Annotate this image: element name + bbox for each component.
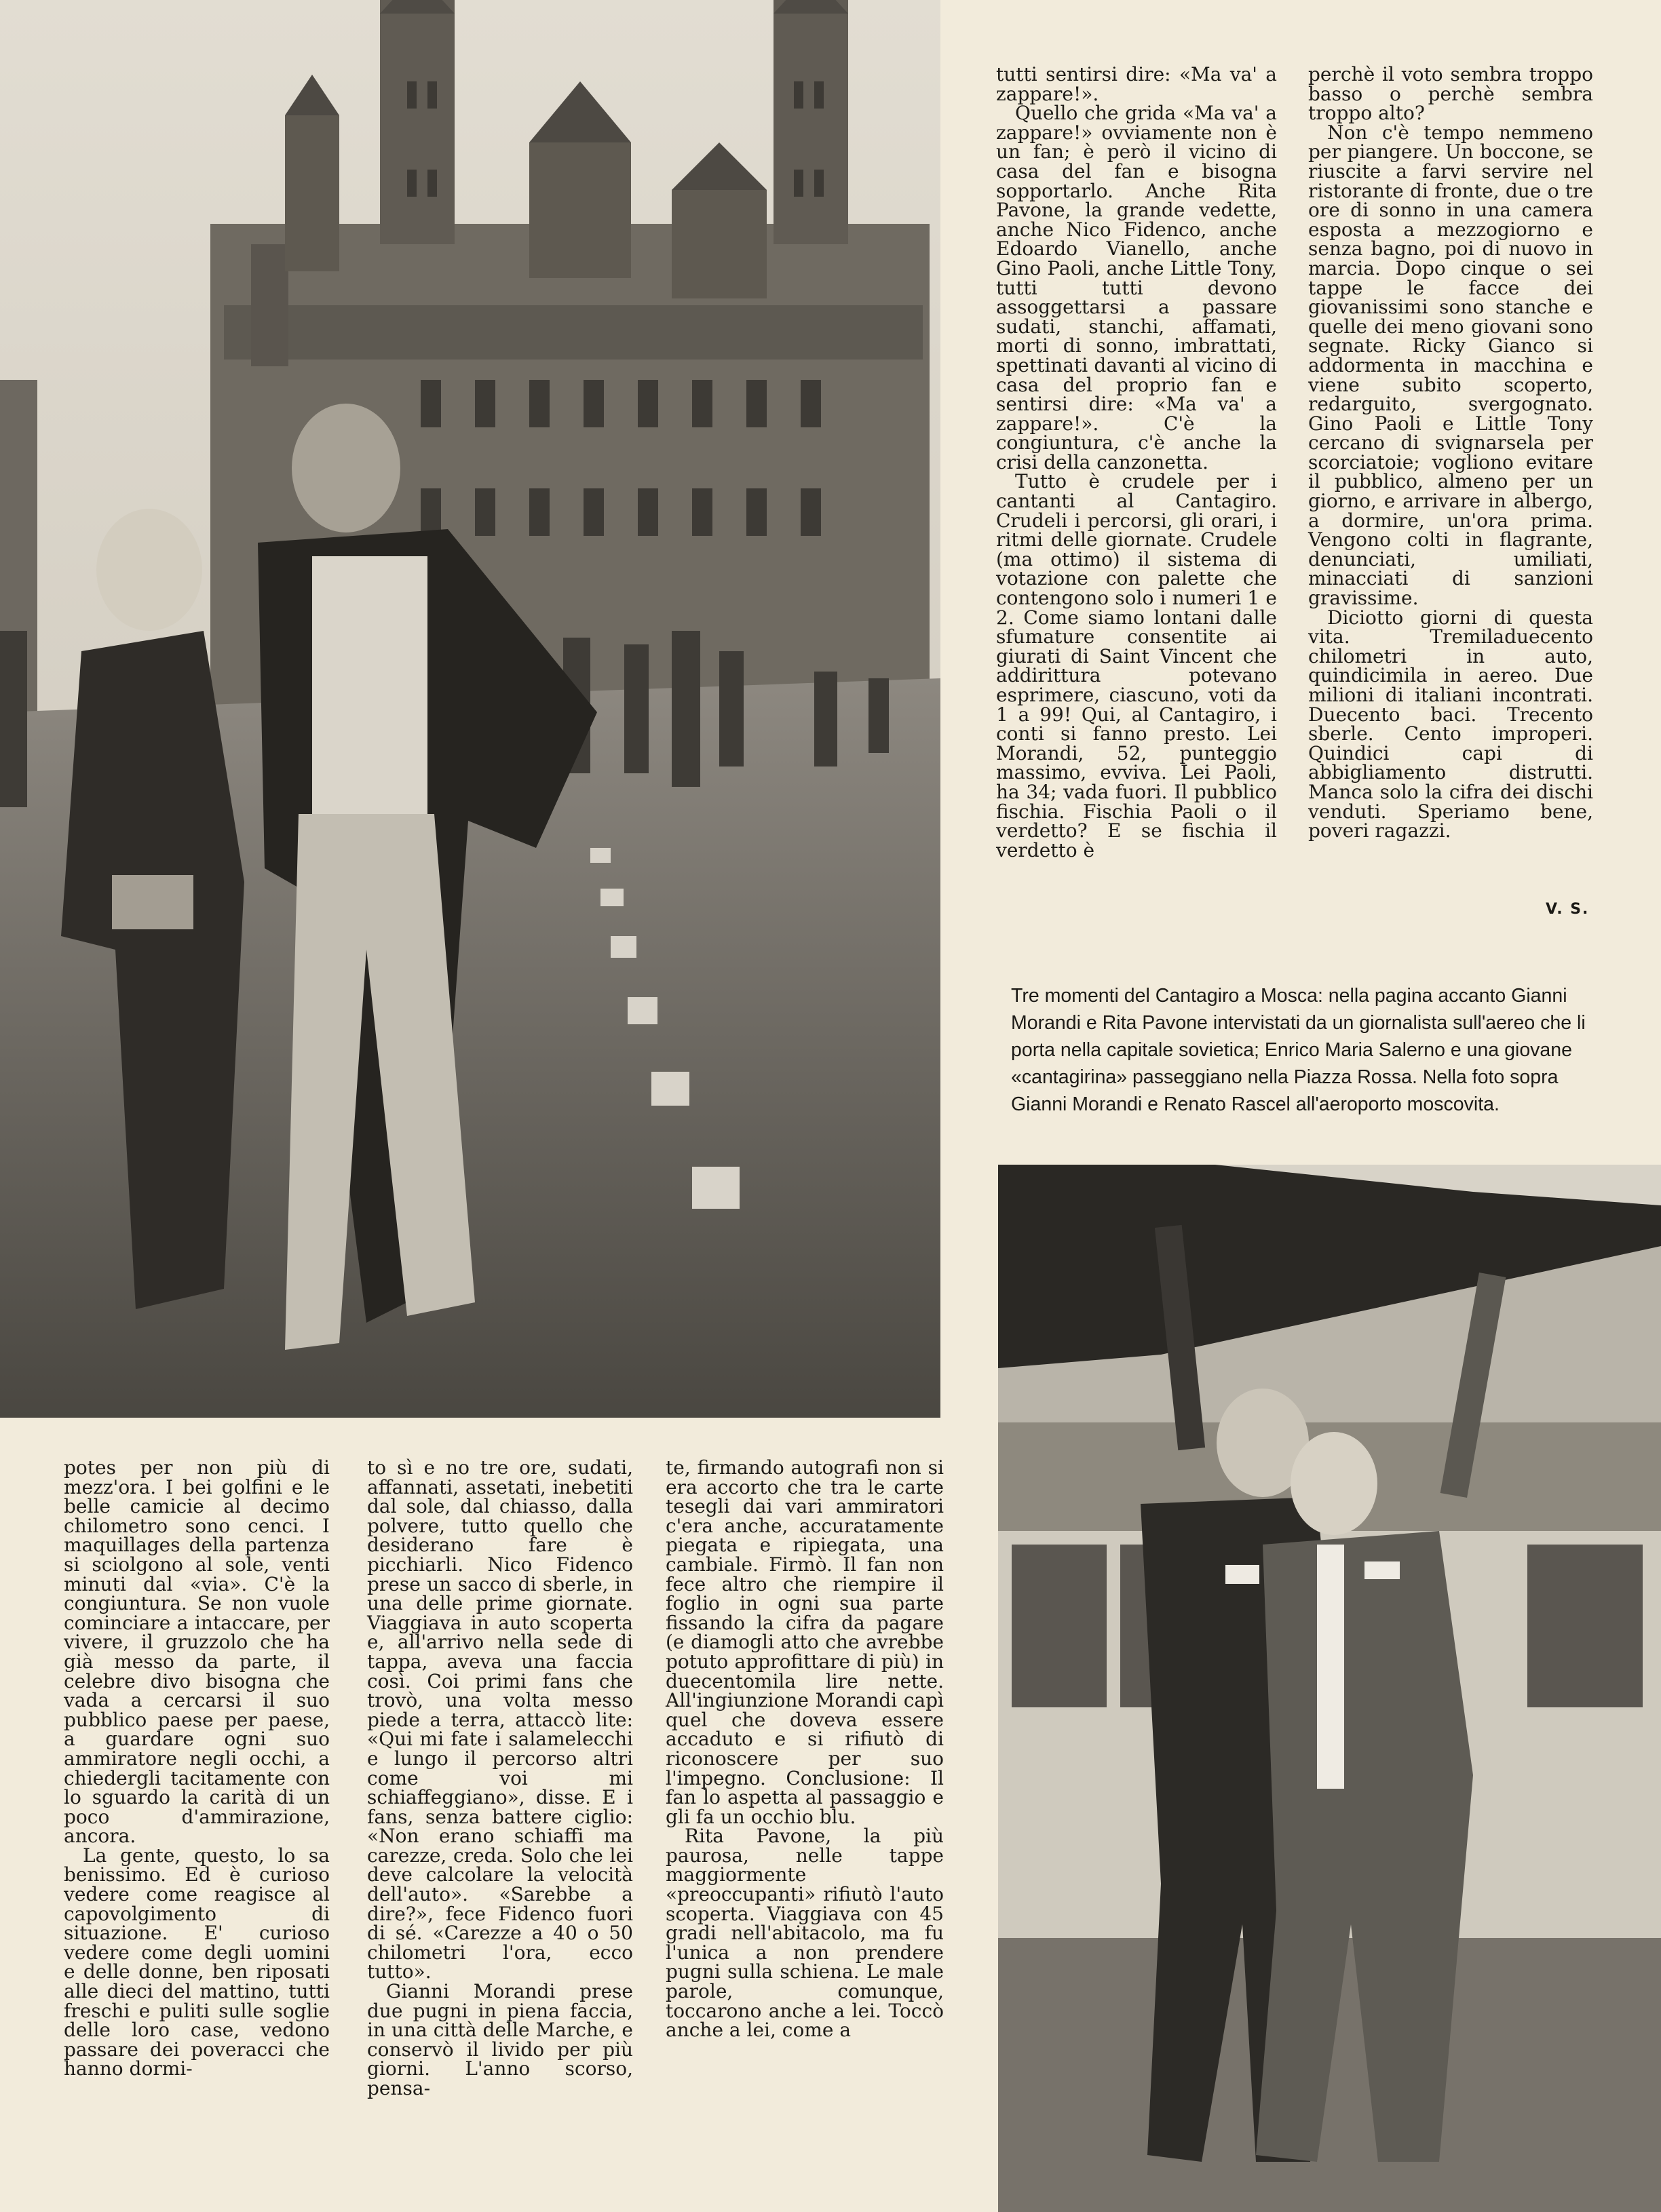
paragraph: Gianni Morandi prese due pugni in piena faccia, in una città delle Marche, e conservò il livido per più giorni. L'anno scorso, pensa-: [367, 1980, 633, 2099]
paragraph: Diciotto giorni di questa vita. Tremiladuecento chilometri in auto, quindicimila in aereo. Due milioni di italiani incontrati. Duecento baci. Trecento sberle. Cento improperi. Quindici capi di abbigliamento distrutti. Manca solo la cifra dei dischi venduti. Speriamo bene, poveri ragazzi.: [1308, 606, 1593, 842]
paragraph: La gente, questo, lo sa benissimo. Ed è curioso vedere come reagisce al capovolgimento di situazione. E' curioso vedere come degli uomini e delle donne, ben riposati alle dieci del mattino, tutti freschi e puliti sulle soglie delle loro case, vedono passare dei poveracci che hanno dormi-: [64, 1844, 330, 2080]
paragraph: Tutto è crudele per i cantanti al Cantagiro. Crudeli i percorsi, gli orari, i ritmi delle giornate. Crudele (ma ottimo) il sistema di votazione con palette che contengono solo i numeri 1 e 2. Come siamo lontani dalle sfumature consentite ai giurati di Saint Vincent che addirittura potevano esprimere, ciascuno, voti da 1 a 99! Qui, al Cantagiro, i conti si fanno presto. Lei Morandi, 52, punteggio massimo, evviva. Lei Paoli, ha 34; vada fuori. Il pubblico fischia. Fischia Paoli o il verdetto? E se fischia il verdetto è: [996, 470, 1277, 861]
author-signature: V. S.: [1546, 901, 1590, 918]
article-column-bottom-2: [367, 1458, 633, 2099]
article-column-bottom-3: [666, 1458, 944, 2040]
paragraph: to sì e no tre ore, sudati, affannati, assetati, inebetiti dal sole, dal chiasso, dalla polvere, tutto quello che desiderano fare è picchiarli. Nico Fidenco prese un sacco di sberle, in una delle prime giornate. Viaggiava in auto scoperta e, all'arrivo nella sede di tappa, aveva una faccia così. Coi primi fans che trovò, una volta messo piede a terra, attaccò lite: «Qui mi fate i salamelecchi e lungo il percorso altri come voi mi schiaffeggiano», disse. E i fans, senza battere ciglio: «Non erano schiaffi ma carezze, creda. Solo che lei deve calcolare la velocità dell'auto». «Sarebbe a dire?», fece Fidenco fuori di sé. «Carezze a 40 o 50 chilometri l'ora, ecco tutto».: [367, 1456, 633, 1983]
paragraph: tutti sentirsi dire: «Ma va' a zappare!».: [996, 63, 1277, 105]
article-column-top-2: [1308, 65, 1593, 841]
paragraph: perchè il voto sembra troppo basso o perchè sembra troppo alto?: [1308, 63, 1593, 125]
photo-caption: Tre momenti del Cantagiro a Mosca: nella pagina accanto Gianni Morandi e Rita Pavone intervistati da un giornalista sull'aereo che li porta nella capitale sovietica; Enrico Maria Salerno e una giovane «cantagirina» passeggiano nella Piazza Rossa. Nella foto sopra Gianni Morandi e Renato Rascel all'aeroporto moscovita.: [1011, 985, 1586, 1115]
article-column-top-1: [996, 65, 1277, 860]
photo-red-square: [0, 0, 940, 1418]
photo-airport: [998, 1165, 1661, 2212]
paragraph: Quello che grida «Ma va' a zappare!» ovviamente non è un fan; è però il vicino di casa del fan e bisogna sopportarlo. Anche Rita Pavone, la grande vedette, anche Nico Fidenco, anche Edoardo Vianello, anche Gino Paoli, anche Little Tony, tutti tutti devono assoggettarsi a passare sudati, stanchi, affamati, morti di sonno, imbrattati, spettinati davanti al vicino di casa del proprio fan e sentirsi dire: «Ma va' a zappare!». C'è la congiuntura, c'è anche la crisi della canzonetta.: [996, 102, 1277, 473]
article-column-bottom-1: [64, 1458, 330, 2079]
paragraph: te, firmando autografi non si era accorto che tra le carte tesegli dai vari ammiratori c'era anche, accuratamente piegata e ripiegata, una cambiale. Firmò. Il fan non fece altro che riempire il foglio in ogni sua parte fissando la cifra da pagare (e diamogli atto che avrebbe potuto approfittare di più) in duecentomila lire nette. All'ingiunzione Morandi capì quel che doveva essere accaduto e si rifiutò di riconoscere per suo l'impegno. Conclusione: Il fan lo aspetta al passaggio e gli fa un occhio blu.: [666, 1456, 944, 1828]
paragraph: Non c'è tempo nemmeno per piangere. Un boccone, se riuscite a farvi servire nel ristorante di fronte, due o tre ore di sonno in una camera esposta a mezzogiorno e senza bagno, poi di nuovo in marcia. Dopo cinque o sei tappe le facce dei giovanissimi sono stanche e quelle dei meno giovani sono segnate. Ricky Gianco si addormenta in macchina e viene subito scoperto, redarguito, svergognato. Gino Paoli e Little Tony cercano di svignarsela per scorciatoie; vogliono evitare il pubblico, almeno per un giorno, e arrivare in albergo, a dormire, un'ora prima. Vengono colti in flagrante, denunciati, umiliati, minacciati di sanzioni gravissime.: [1308, 121, 1593, 610]
paragraph: potes per non più di mezz'ora. I bei golfini e le belle camicie al decimo chilometro sono cenci. I maquillages della partenza si sciolgono al sole, venti minuti dal «via». C'è la congiuntura. Se non vuole cominciare a intaccare, per vivere, il gruzzolo che ha già messo da parte, il celebre divo bisogna che vada a cercarsi il suo pubblico paese per paese, a guardare ogni suo ammiratore negli occhi, a chiedergli tacitamente con lo sguardo la carità di un poco d'ammirazione, ancora.: [64, 1456, 330, 1848]
paragraph: Rita Pavone, la più paurosa, nelle tappe maggiormente «preoccupanti» rifiutò l'auto scoperta. Viaggiava con 45 gradi nell'abitacolo, ma fu l'unica a non prendere pugni sulla schiena. Le male parole, comunque, toccarono anche a lei. Toccò anche a lei, come a: [666, 1825, 944, 2042]
